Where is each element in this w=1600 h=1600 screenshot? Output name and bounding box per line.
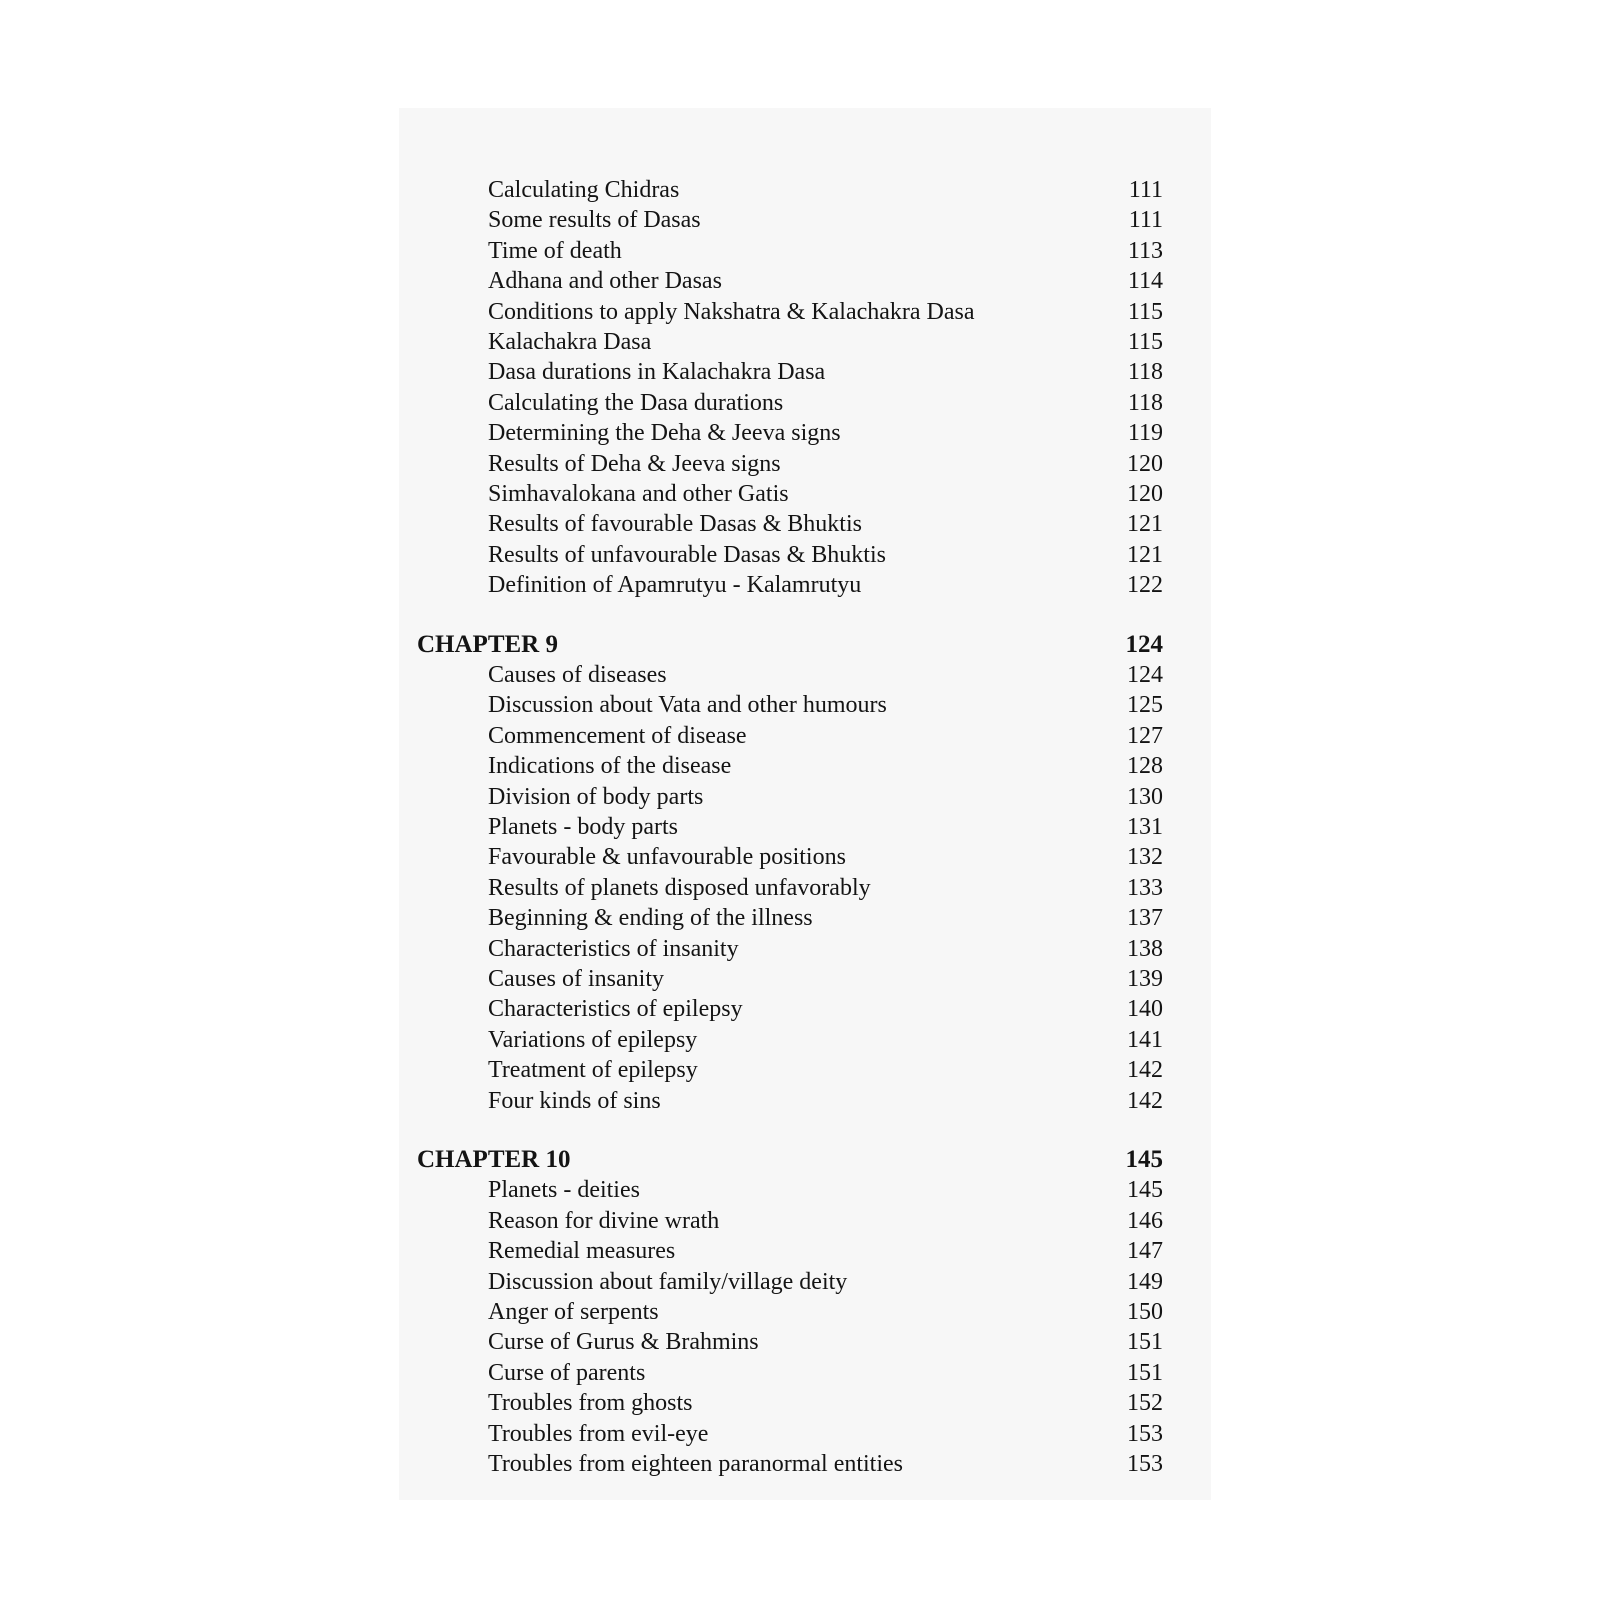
toc-entry	[488, 1055, 1163, 1085]
toc-entry	[488, 1086, 1163, 1116]
toc-entry	[488, 1327, 1163, 1357]
toc-entry-title: Some results of Dasas	[488, 207, 701, 234]
chapter-heading	[417, 1145, 1163, 1175]
toc-entry-title: Planets - body parts	[488, 814, 678, 840]
toc-entry-title: Causes of insanity	[488, 966, 664, 992]
toc-entry-title: Curse of parents	[488, 1359, 646, 1386]
toc-entry-title: Calculating Chidras	[488, 177, 680, 203]
toc-entry	[488, 266, 1163, 296]
toc-entry-title: Definition of Apamrutyu - Kalamrutyu	[488, 572, 862, 599]
toc-entry-page-number: 124	[1127, 662, 1163, 688]
toc-entry-title: Simhavalokana and other Gatis	[488, 481, 789, 507]
toc-entry-title: Kalachakra Dasa	[488, 329, 652, 355]
toc-entry	[488, 1388, 1163, 1418]
toc-entry-title: Results of planets disposed unfavorably	[488, 874, 871, 901]
toc-entry-title: Determining the Deha & Jeeva signs	[488, 420, 841, 447]
toc-entry-title: Results of favourable Dasas & Bhuktis	[488, 511, 862, 538]
toc-entry	[488, 934, 1163, 964]
toc-entry	[488, 751, 1163, 781]
toc-entry-page-number: 118	[1127, 359, 1163, 386]
toc-entry	[488, 690, 1163, 720]
toc-entry-page-number: 151	[1127, 1359, 1163, 1386]
toc-entry-page-number: 131	[1127, 814, 1163, 840]
toc-entry-page-number: 113	[1127, 237, 1163, 264]
toc-entry-page-number: 139	[1127, 966, 1163, 992]
toc-entry-page-number: 147	[1127, 1238, 1163, 1265]
book-page	[399, 108, 1211, 1500]
toc-entry-page-number: 145	[1127, 1177, 1163, 1204]
toc-entry-title: Troubles from ghosts	[488, 1390, 693, 1417]
toc-entry-page-number: 153	[1127, 1451, 1163, 1477]
toc-entry-page-number: 140	[1127, 996, 1163, 1023]
toc-entry	[488, 1297, 1163, 1327]
toc-entry-page-number: 142	[1127, 1087, 1163, 1114]
toc-entry-title: Remedial measures	[488, 1238, 676, 1265]
toc-entry-title: Conditions to apply Nakshatra & Kalachakra Dasa	[488, 298, 975, 325]
toc-entry	[488, 175, 1163, 205]
toc-entry-title: Curse of Gurus & Brahmins	[488, 1329, 759, 1356]
toc-entry-title: Treatment of epilepsy	[488, 1057, 698, 1084]
toc-entry-page-number: 146	[1127, 1207, 1163, 1234]
toc-entry	[488, 994, 1163, 1024]
toc-entry-page-number: 133	[1127, 874, 1163, 901]
toc-entry-page-number: 152	[1127, 1390, 1163, 1417]
toc-entry	[488, 388, 1163, 418]
toc-entry	[488, 660, 1163, 690]
toc-entry-page-number: 115	[1127, 329, 1163, 355]
toc-entry-title: Results of unfavourable Dasas & Bhuktis	[488, 541, 886, 568]
toc-entry-page-number: 119	[1127, 420, 1163, 447]
toc-entry-title: Indications of the disease	[488, 753, 732, 780]
toc-entry-page-number: 121	[1127, 511, 1163, 538]
toc-entry	[488, 842, 1163, 872]
toc-entry-title: Anger of serpents	[488, 1299, 659, 1325]
toc-entry	[488, 327, 1163, 357]
chapter-heading	[417, 630, 1163, 660]
toc-entry-page-number: 150	[1127, 1299, 1163, 1325]
toc-entry-title: Discussion about Vata and other humours	[488, 692, 887, 719]
toc-entry	[488, 903, 1163, 933]
toc-entry-title: Troubles from eighteen paranormal entities	[488, 1451, 904, 1477]
toc-entry	[488, 1236, 1163, 1266]
toc-entry-title: Beginning & ending of the illness	[488, 905, 813, 932]
toc-entry	[488, 812, 1163, 842]
toc-entry-page-number: 111	[1128, 177, 1163, 203]
toc-entry-page-number: 153	[1127, 1420, 1163, 1447]
toc-entry-page-number: 137	[1127, 905, 1163, 932]
toc-entry-title: Commencement of disease	[488, 722, 747, 749]
toc-entry-title: Results of Deha & Jeeva signs	[488, 450, 781, 477]
toc-entry	[488, 1206, 1163, 1236]
toc-entry-page-number: 125	[1127, 692, 1163, 719]
toc-entry-page-number: 120	[1127, 481, 1163, 507]
toc-entry-page-number: 128	[1127, 753, 1163, 780]
toc-entry-title: Four kinds of sins	[488, 1087, 661, 1114]
toc-entry-title: Time of death	[488, 237, 622, 264]
toc-entry	[488, 509, 1163, 539]
toc-entry	[488, 449, 1163, 479]
toc-entry-page-number: 115	[1127, 298, 1163, 325]
toc-entry	[488, 1025, 1163, 1055]
toc-entry-title: Characteristics of insanity	[488, 935, 739, 962]
toc-entry-page-number: 132	[1127, 844, 1163, 871]
toc-entry	[488, 479, 1163, 509]
toc-entry-page-number: 149	[1127, 1268, 1163, 1295]
chapter-title: CHAPTER 9	[417, 630, 558, 658]
toc-entry	[488, 1267, 1163, 1297]
toc-entry-page-number: 114	[1127, 268, 1163, 295]
toc-entry-title: Discussion about family/village deity	[488, 1268, 848, 1295]
toc-entry-title: Troubles from evil-eye	[488, 1420, 709, 1447]
chapter-page-number: 145	[1125, 1146, 1163, 1173]
toc-entry	[488, 540, 1163, 570]
toc-entry-title: Causes of diseases	[488, 662, 667, 688]
toc-entry	[488, 1419, 1163, 1449]
toc-entry	[488, 418, 1163, 448]
toc-entry	[488, 357, 1163, 387]
toc-entry-title: Dasa durations in Kalachakra Dasa	[488, 359, 826, 386]
toc-entry-page-number: 130	[1127, 783, 1163, 810]
toc-entry	[488, 1358, 1163, 1388]
toc-entry-title: Favourable & unfavourable positions	[488, 844, 846, 871]
chapter-page-number: 124	[1125, 630, 1163, 658]
toc-entry-page-number: 120	[1127, 450, 1163, 477]
toc-entry-page-number: 127	[1127, 722, 1163, 749]
chapter-title: CHAPTER 10	[417, 1146, 571, 1173]
toc-entry-title: Planets - deities	[488, 1177, 640, 1204]
toc-entry-title: Calculating the Dasa durations	[488, 389, 784, 416]
toc-entry	[488, 297, 1163, 327]
toc-entry-page-number: 138	[1127, 935, 1163, 962]
toc-entry-page-number: 141	[1127, 1026, 1163, 1053]
toc-entry-page-number: 151	[1127, 1329, 1163, 1356]
toc-entry-page-number: 121	[1127, 541, 1163, 568]
toc-entry	[488, 721, 1163, 751]
toc-entry	[488, 205, 1163, 235]
toc-entry	[488, 873, 1163, 903]
toc-entry-title: Adhana and other Dasas	[488, 268, 722, 295]
toc-entry-title: Characteristics of epilepsy	[488, 996, 743, 1023]
toc-entry-page-number: 111	[1128, 207, 1163, 234]
toc-entry	[488, 570, 1163, 600]
toc-entry-page-number: 122	[1127, 572, 1163, 599]
toc-entry	[488, 1449, 1163, 1479]
toc-entry-title: Variations of epilepsy	[488, 1026, 698, 1053]
toc-entry-page-number: 118	[1127, 389, 1163, 416]
toc-entry	[488, 236, 1163, 266]
toc-entry-title: Division of body parts	[488, 783, 704, 810]
toc-entry-title: Reason for divine wrath	[488, 1207, 720, 1234]
toc-entry-page-number: 142	[1127, 1057, 1163, 1084]
toc-entry	[488, 964, 1163, 994]
toc-entry	[488, 782, 1163, 812]
toc-entry	[488, 1175, 1163, 1205]
